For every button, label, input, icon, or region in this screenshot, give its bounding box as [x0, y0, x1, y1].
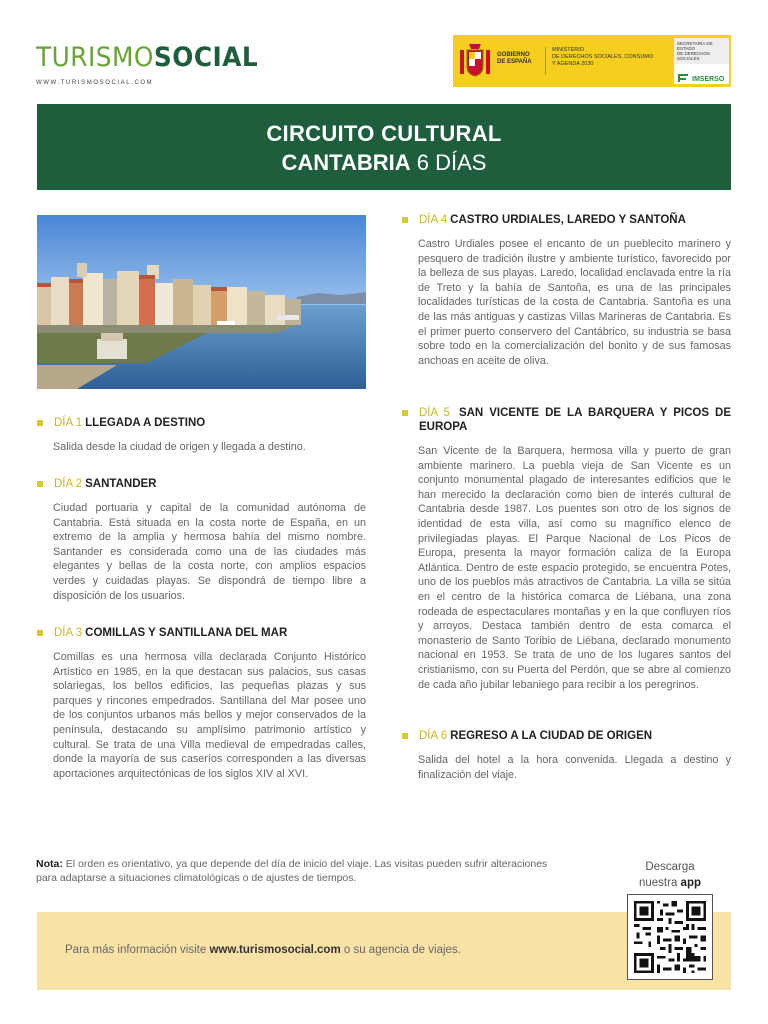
logo-url: WWW.TURISMOSOCIAL.COM — [36, 80, 154, 86]
bullet-square-icon — [37, 630, 43, 636]
day-1-heading — [37, 416, 366, 430]
day-1-section — [37, 416, 366, 455]
day-2-title: SANTANDER — [85, 478, 157, 490]
day-4-heading — [402, 213, 731, 227]
page-title-line2: CANTABRIA 6 DÍAS — [281, 150, 487, 175]
day-5-title-wrap — [419, 406, 731, 434]
gobierno-label: GOBIERNO DE ESPAÑA — [497, 52, 532, 65]
day-2-description: Ciudad portuaria y capital de la comunidad autónoma de Cantabria. Está situada en la costa norte de España, en un extremo de la amplia y hermosa bahía del mismo nombre. Santander es considerada como una de las ciudades más elegantes y bellas de la costa norte, con amplios espacios verdes y cuidadas playas. Se dispondrá de tiempo libre a disposición de los usuarios. — [53, 502, 366, 602]
day-6-title: REGRESO A LA CIUDAD DE ORIGEN — [450, 730, 653, 742]
turismo-social-logo[interactable] — [36, 40, 278, 86]
app-qr-code-icon[interactable] — [627, 894, 713, 980]
day-2-section — [37, 477, 366, 603]
coat-of-arms-icon — [453, 35, 497, 87]
day-6-number: DÍA 6 — [419, 730, 448, 742]
day-4-description: Castro Urdiales posee el encanto de un pueblecito marinero y pesquero de tradición ilustre y ambiente turístico, favorecido por la belleza de sus playas. Laredo, localidad enclavada entre la ría de Treto y la bahía de Santoña, es una de las principales localidades turísticas de la costa de Cantabria. Santoña es una de las más antiguas y castizas Villas Marineras de Cantabria. Es el primer puerto conservero del Cantábrico, su industria se basa sobre todo en la comercialización del bonito y de sus famosas anchoas en aceite de oliva. — [418, 238, 731, 367]
day-5-heading — [402, 406, 731, 434]
day-4-title: CASTRO URDIALES, LAREDO Y SANTOÑA — [450, 214, 686, 226]
note-text: El orden es orientativo, ya que depende del día de inicio del viaje. Las visitas pueden sufrir alteraciones para adaptarse a situaciones climatológicas o de ajustes de tiempos. — [36, 858, 548, 884]
day-3-heading — [37, 626, 366, 640]
day-2-heading — [37, 477, 366, 491]
day-6-description: Salida del hotel a la hora convenida. Llegada a destino y finalización del viaje. — [418, 754, 731, 781]
website-link[interactable]: www.turismosocial.com — [209, 944, 341, 956]
day-5-description: San Vicente de la Barquera, hermosa villa y puerto de gran ambiente marinero. La puebla vieja de San Vicente es un conjunto monumental plagado de interesantes edificios que le han merecido la declaración como bien de interés cultural de Cantabria desde 1987. Los puentes son otro de los signos de identidad de esta villa, así como su magnífico elenco de privilegiadas playas. El Parque Nacional de Los Picos de Europa, presenta la mayor formación caliza de la Europa Atlántica. Dentro de este espacio protegido, se encuentra Potes, uno de los pueblos más atractivos de Cantabria. La villa se sitúa en el centro de la histórica comarca de Liébana, una zona rodeada de espectaculares montañas y en la que confluyen ríos y arroyos. Destaca también dentro de esta comarca el monasterio de Santo Toribio de Liébana, declarado monumento nacional en 1953. Se trata de uno de los lugares santos del cristianismo, con su Puerta del Perdón, que se abre al comienzo de cada año jubilar lebaniego para recibir a los peregrinos. — [418, 445, 731, 691]
bullet-square-icon — [37, 420, 43, 426]
note-label: Nota: — [36, 858, 63, 870]
day-1-number: DÍA 1 — [54, 417, 83, 429]
day-3-title: COMILLAS Y SANTILLANA DEL MAR — [85, 627, 288, 639]
bullet-square-icon — [402, 410, 408, 416]
government-logo-block — [453, 35, 731, 87]
day-2-number: DÍA 2 — [54, 478, 83, 490]
page-title-line1: CIRCUITO CULTURAL — [266, 121, 502, 146]
download-app-label: Descarga nuestra app — [638, 861, 701, 889]
secretaria-label: SECRETARÍA DE ESTADO DE DERECHOS SOCIALES — [674, 38, 729, 64]
day-5-number: DÍA 5 — [419, 407, 450, 419]
info-text: Para más información visite www.turismosocial.com o su agencia de viajes. — [65, 944, 461, 956]
logo-text-part1: TURISMO — [36, 42, 154, 73]
santander-waterfront-photo — [37, 215, 366, 389]
imserso-block — [674, 38, 729, 84]
bullet-square-icon — [402, 217, 408, 223]
day-6-section — [402, 729, 731, 782]
day-6-heading — [402, 729, 731, 743]
day-4-number: DÍA 4 — [419, 214, 448, 226]
day-1-description: Salida desde la ciudad de origen y llegada a destino. — [53, 441, 306, 453]
day-3-section — [37, 626, 366, 781]
logo-text-part2: SOCIAL — [153, 42, 259, 73]
itinerary-note — [36, 857, 566, 885]
bullet-square-icon — [37, 481, 43, 487]
imserso-label: IMSERSO — [692, 75, 725, 83]
title-banner — [37, 104, 731, 190]
day-5-title: SAN VICENTE DE LA BARQUERA Y PICOS DE EUROPA — [419, 407, 731, 433]
ministerio-label: MINISTERIO DE DERECHOS SOCIALES, CONSUMO Y AGENDA 2030 — [545, 47, 672, 75]
imserso-icon — [677, 70, 689, 88]
day-3-description: Comillas es una hermosa villa declarada Conjunto Histórico Artístico en 1985, en la que destacan sus palacios, sus casas solariegas, los bellos edificios, las pequeñas plazas y sus parques y rincones empedrados. Santillana del Mar posee uno de los conjuntos urbanos más bellos y mejor conservados de la península, destacando su amplísimo patrimonio artístico y cultural. Se trata de una Villa medieval de empedradas calles, donde la mayoría de sus caseríos corresponden a las diversas aportaciones arquitectónicas de los siglos XIV al XVI. — [53, 651, 366, 780]
day-5-section — [402, 406, 731, 692]
bullet-square-icon — [402, 733, 408, 739]
day-3-number: DÍA 3 — [54, 627, 83, 639]
day-1-title: LLEGADA A DESTINO — [85, 417, 206, 429]
day-4-section — [402, 213, 731, 368]
